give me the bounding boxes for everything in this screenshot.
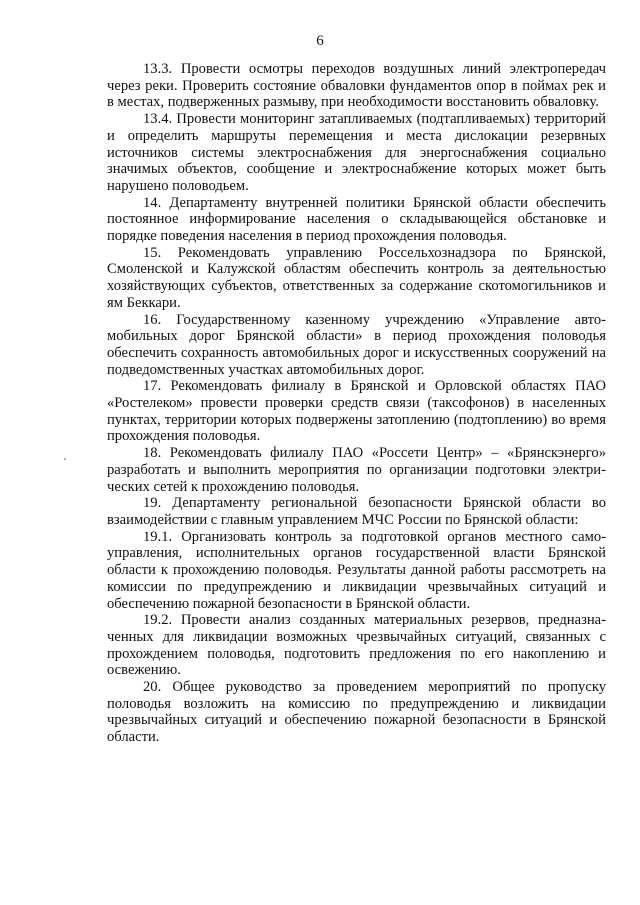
paragraph-17: 17. Рекомендовать филиалу в Брянской и Орловской областях ПАО «Ростелеком» провести проверки средств связи (таксофонов) в населенных пунктах, территории которых подвержены затоплению (подтоплению) во время прохождения половодья.	[107, 378, 606, 445]
paragraph-13-3: 13.3. Провести осмотры переходов воздушных линий электропередач через реки. Проверить состояние обваловки фундаментов опор в поймах рек и в местах, подверженных размыву, при необходимости восстановить обваловку.	[107, 61, 606, 111]
paragraph-19: 19. Департаменту региональной безопасности Брянской области во взаимодействии с главным управлением МЧС России по Брянской области:	[107, 495, 606, 528]
scan-speck	[64, 458, 66, 460]
paragraph-18: 18. Рекомендовать филиалу ПАО «Россети Центр» – «Брянскэнерго» разработать и выполнить мероприятия по организации подготовки электрических сетей к прохождению половодья.	[107, 445, 606, 495]
paragraph-13-4: 13.4. Провести мониторинг затапливаемых (подтапливаемых) территорий и определить маршруты перемещения и места дислокации резервных источников системы электроснабжения для энергоснабжения социально значимых объектов, сообщение и электроснабжение которых может быть нарушено половодьем.	[107, 111, 606, 194]
document-body	[107, 61, 606, 746]
paragraph-16: 16. Государственному казенному учреждению «Управление автомобильных дорог Брянской области» в период прохождения половодья обеспечить сохранность автомобильных дорог и искусственных сооружений на подведомственных участках автомобильных дорог.	[107, 311, 606, 378]
paragraph-19-2: 19.2. Провести анализ созданных материальных резервов, предназначенных для ликвидации возможных чрезвычайных ситуаций, связанных с прохождением половодья, подготовить предложения по его накоплению и освежению.	[107, 612, 606, 679]
paragraph-19-1: 19.1. Организовать контроль за подготовкой органов местного самоуправления, исполнительных органов государственной власти Брянской области к прохождению половодья. Результаты данной работы рассмотреть на комиссии по предупреждению и ликвидации чрезвычайных ситуаций и обеспечению пожарной безопасности в Брянской области.	[107, 528, 606, 612]
paragraph-14: 14. Департаменту внутренней политики Брянской области обеспечить постоянное информирование населения о складывающейся обстановке и порядке поведения населения в период прохождения половодья.	[107, 194, 606, 245]
paragraph-20: 20. Общее руководство за проведением мероприятий по пропуску половодья возложить на комиссию по предупреждению и ликвидации чрезвычайных ситуаций и обеспечению пожарной безопасности в Брянской области.	[107, 679, 606, 746]
paragraph-15: 15. Рекомендовать управлению Россельхознадзора по Брянской, Смоленской и Калужской областям обеспечить контроль за деятельностью хозяйствующих субъектов, ответственных за содержание скотомогильников и ям Беккари.	[107, 244, 606, 311]
page-number: 6	[316, 33, 324, 49]
